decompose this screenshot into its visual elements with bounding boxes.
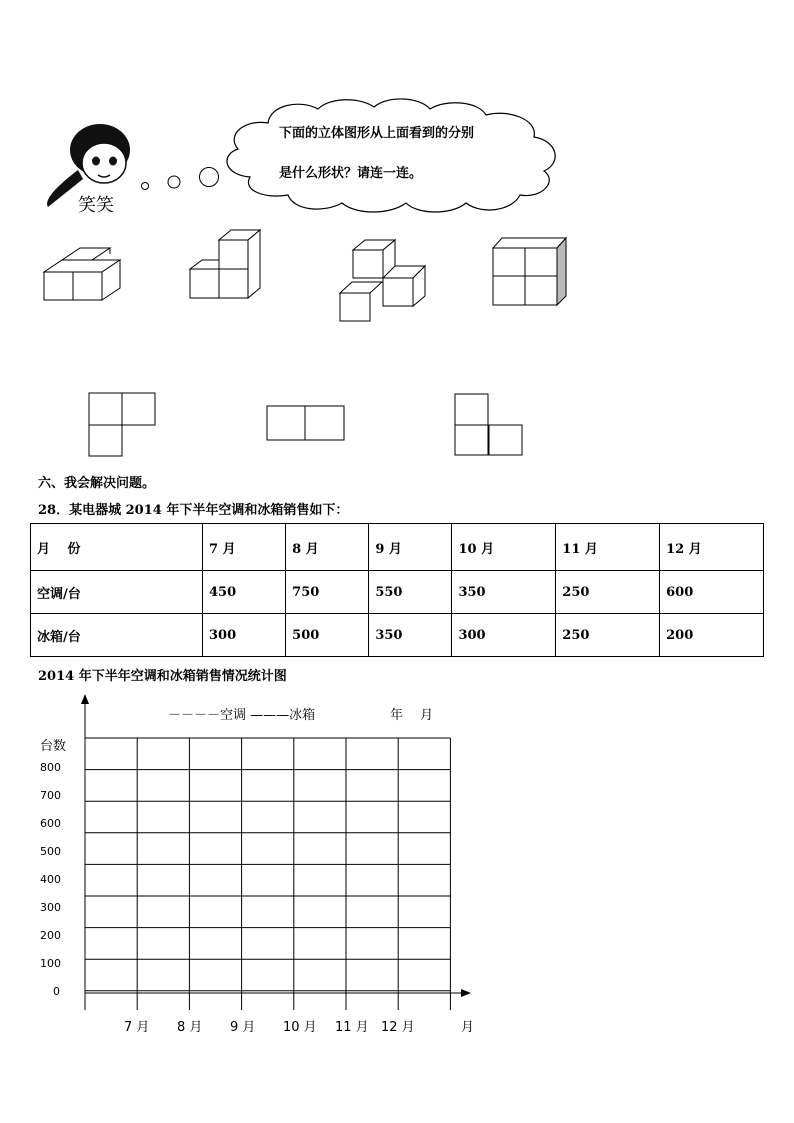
solid-figure-4	[493, 238, 566, 305]
table-row	[31, 571, 764, 614]
problem-statement: 28．某电器城 2014 年下半年空调和冰箱销售如下：	[38, 503, 349, 518]
x-axis-arrow-icon	[461, 989, 471, 997]
y-tick-label: 400	[40, 873, 61, 886]
solid-figure-3	[340, 240, 425, 321]
section-heading: 六、我会解决问题。	[38, 476, 156, 491]
y-tick-label: 700	[40, 789, 61, 802]
cartoon-caption: 笑笑	[78, 195, 114, 216]
solid-figures	[0, 220, 794, 330]
y-tick-label: 600	[40, 817, 61, 830]
x-tick-label: 12 月	[381, 1020, 415, 1035]
chart-date-note: 年 月	[390, 708, 434, 723]
chart-grid	[0, 690, 794, 1010]
table-header-cell: 9 月	[369, 524, 452, 571]
solid-figure-1	[44, 248, 120, 300]
speech-cloud	[227, 99, 555, 212]
top-view-shape-1	[89, 393, 155, 456]
chart-title: 2014 年下半年空调和冰箱销售情况统计图	[38, 669, 287, 684]
y-tick-label: 0	[53, 985, 60, 998]
table-cell: 空调/台	[31, 571, 203, 614]
sales-table	[30, 523, 764, 657]
table-header-cell: 10 月	[452, 524, 556, 571]
x-tick-label: 11 月	[335, 1020, 369, 1035]
y-axis-label: 台数	[40, 739, 67, 754]
y-tick-label: 200	[40, 929, 61, 942]
table-cell: 300	[452, 614, 556, 657]
chart-legend: －－－－空调 ———冰箱	[168, 708, 316, 723]
x-tick-label: 10 月	[283, 1020, 317, 1035]
table-header-cell: 8 月	[286, 524, 369, 571]
table-cell: 250	[556, 571, 660, 614]
bubble-text-line1: 下面的立体图形从上面看到的分别	[279, 126, 475, 141]
table-row	[31, 614, 764, 657]
y-tick-label: 800	[40, 761, 61, 774]
table-cell: 450	[203, 571, 286, 614]
table-cell: 550	[369, 571, 452, 614]
table-cell: 250	[556, 614, 660, 657]
x-axis-unit: 月	[461, 1020, 475, 1035]
table-cell: 500	[286, 614, 369, 657]
table-row	[31, 524, 764, 571]
table-header-cell: 7 月	[203, 524, 286, 571]
table-header-cell: 12 月	[660, 524, 764, 571]
y-tick-label: 100	[40, 957, 61, 970]
table-cell: 750	[286, 571, 369, 614]
y-tick-label: 300	[40, 901, 61, 914]
solid-figure-2	[190, 230, 260, 298]
bubble-text-line2: 是什么形状？请连一连。	[279, 166, 423, 181]
table-header-cell: 月 份	[31, 524, 203, 571]
top-view-shapes	[0, 385, 794, 465]
table-cell: 350	[369, 614, 452, 657]
table-header-cell: 11 月	[556, 524, 660, 571]
table-cell: 350	[452, 571, 556, 614]
x-tick-label: 9 月	[230, 1020, 256, 1035]
table-cell: 冰箱/台	[31, 614, 203, 657]
x-tick-label: 8 月	[177, 1020, 203, 1035]
top-view-shape-3	[455, 394, 522, 455]
table-cell: 200	[660, 614, 764, 657]
cartoon-illustration	[38, 95, 598, 225]
y-tick-label: 500	[40, 845, 61, 858]
table-cell: 600	[660, 571, 764, 614]
x-tick-label: 7 月	[124, 1020, 150, 1035]
top-view-shape-2	[267, 406, 344, 440]
y-axis-arrow-icon	[81, 694, 89, 704]
table-cell: 300	[203, 614, 286, 657]
